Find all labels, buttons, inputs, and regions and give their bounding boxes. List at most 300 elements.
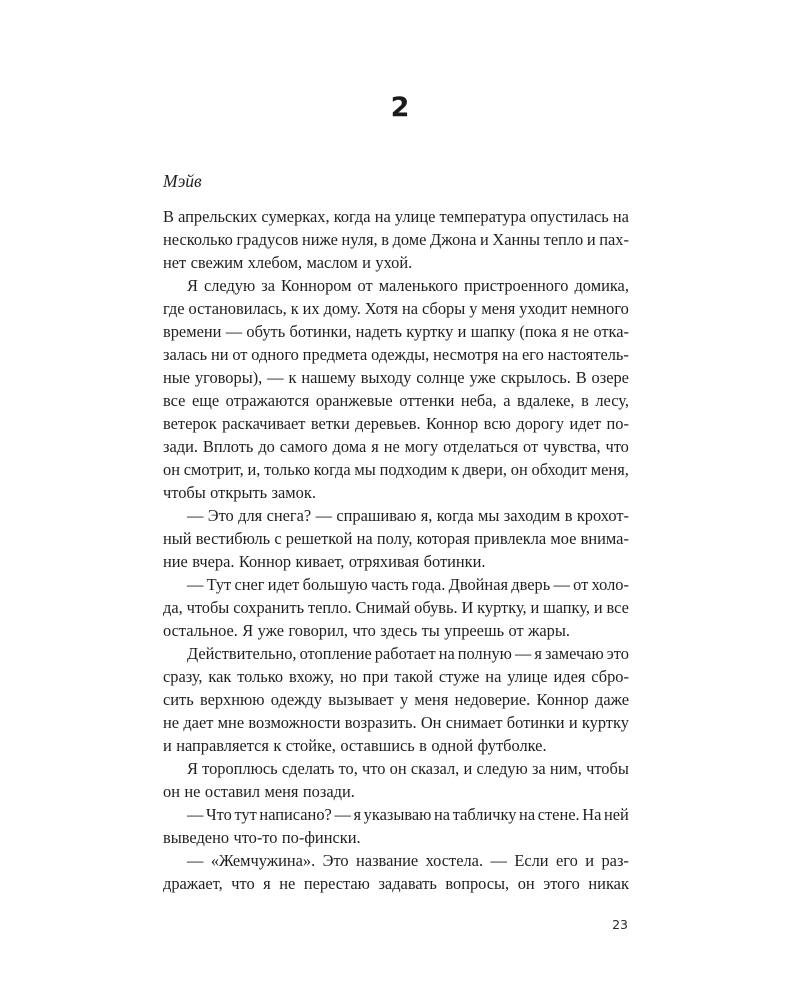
- word: ный: [163, 529, 192, 548]
- word: к: [288, 368, 297, 387]
- word: выведено: [163, 828, 230, 847]
- text-line: [163, 665, 629, 688]
- word: двери,: [462, 460, 508, 479]
- word: указываю: [363, 805, 432, 824]
- word: стойке,: [285, 736, 336, 755]
- word: —: [315, 506, 332, 525]
- word: отражаются: [225, 391, 310, 410]
- text-line: [163, 251, 629, 274]
- word: даже: [595, 690, 629, 709]
- word: и: [530, 598, 540, 617]
- word: Я: [242, 621, 254, 640]
- word: и: [593, 598, 603, 617]
- word: замечаю: [544, 644, 604, 663]
- word: сделать: [281, 759, 335, 778]
- word: снимает: [445, 713, 503, 732]
- word: следую: [476, 759, 528, 778]
- word: Коннор: [426, 414, 479, 433]
- word: Это: [207, 506, 234, 525]
- word: раз-: [601, 851, 629, 870]
- word: оставил: [204, 782, 261, 801]
- word: ни: [210, 345, 229, 364]
- text-line: [163, 642, 629, 665]
- word: Если: [514, 851, 549, 870]
- word: —: [187, 575, 204, 594]
- word: его: [522, 345, 544, 364]
- word: все: [606, 598, 629, 617]
- word: крохот-: [576, 506, 629, 525]
- word: ты: [421, 621, 440, 640]
- word: —: [267, 368, 284, 387]
- word: никак: [588, 874, 629, 893]
- word: одного: [251, 345, 299, 364]
- word: говорил,: [288, 621, 349, 640]
- word: идея: [553, 667, 586, 686]
- word: Он: [420, 713, 442, 732]
- word: от: [523, 437, 539, 456]
- word: в: [564, 506, 573, 525]
- word: название: [356, 851, 419, 870]
- word: я: [371, 437, 379, 456]
- word: Тут: [206, 575, 232, 594]
- word: мое: [550, 529, 577, 548]
- word: когда: [313, 460, 351, 479]
- word: В: [575, 368, 587, 387]
- word: сохранить: [233, 598, 305, 617]
- word: меня: [414, 690, 449, 709]
- word: куртку: [581, 713, 629, 732]
- word: недоверие.: [454, 690, 531, 709]
- word: остальное.: [163, 621, 238, 640]
- word: за: [531, 759, 546, 778]
- word: снег: [234, 575, 265, 594]
- text-line: [163, 205, 629, 228]
- word: на: [356, 529, 373, 548]
- word: как: [208, 667, 232, 686]
- word: Вплоть: [202, 437, 254, 456]
- word: его: [556, 851, 578, 870]
- word: здесь: [380, 621, 418, 640]
- text-line: [163, 481, 629, 504]
- word: градусов: [236, 230, 299, 249]
- word: задавать: [378, 874, 437, 893]
- chapter-number: 2: [390, 92, 410, 123]
- word: уже: [257, 621, 285, 640]
- word: нашему: [301, 368, 356, 387]
- word: пах-: [599, 230, 629, 249]
- word: жары.: [528, 621, 570, 640]
- word: в: [419, 736, 427, 755]
- word: зади.: [163, 437, 198, 456]
- text-line: [163, 274, 629, 297]
- word: меня,: [590, 460, 629, 479]
- word: предмета: [302, 345, 368, 364]
- word: он: [510, 460, 528, 479]
- word: и: [586, 230, 596, 249]
- word: на: [612, 207, 629, 226]
- word: следую: [203, 276, 256, 295]
- word: к: [273, 736, 282, 755]
- word: стене.: [537, 805, 580, 824]
- word: Двойная: [448, 575, 509, 594]
- word: ним,: [549, 759, 582, 778]
- word: то,: [338, 759, 358, 778]
- word: по-: [606, 414, 629, 433]
- word: замок.: [271, 483, 316, 502]
- word: Я: [187, 276, 198, 295]
- word: Это: [322, 851, 349, 870]
- word: у: [399, 690, 409, 709]
- word: отделаться: [443, 437, 519, 456]
- word: несмотря: [433, 345, 499, 364]
- word: настоятель-: [547, 345, 629, 364]
- word: я: [263, 874, 271, 893]
- word: только: [264, 460, 311, 479]
- word: шапку,: [543, 598, 590, 617]
- word: в: [381, 230, 389, 249]
- word: не: [184, 782, 201, 801]
- word: я: [353, 805, 362, 824]
- word: мы: [478, 506, 500, 525]
- word: «Жемчужина».: [210, 851, 316, 870]
- word: по-фински.: [281, 828, 361, 847]
- word: этого: [543, 874, 580, 893]
- word: ней: [604, 805, 629, 824]
- word: чтобы: [586, 759, 629, 778]
- word: на: [485, 667, 502, 686]
- word: в: [581, 391, 589, 410]
- word: сказал,: [410, 759, 460, 778]
- word: работает: [374, 644, 436, 663]
- word: доме: [392, 230, 427, 249]
- word: вопросы,: [445, 874, 510, 893]
- word: дорогу: [516, 414, 565, 433]
- word: несколько: [163, 230, 233, 249]
- word: я: [561, 322, 569, 341]
- word: одежды,: [371, 345, 430, 364]
- word: смотрит,: [183, 460, 244, 479]
- word: обувь.: [414, 598, 458, 617]
- word: кивает,: [295, 552, 345, 571]
- word: при: [362, 667, 389, 686]
- word: немного: [570, 299, 629, 318]
- word: года.: [411, 575, 446, 594]
- word: могу: [404, 437, 439, 456]
- word: —: [514, 644, 532, 663]
- word: на: [502, 345, 519, 364]
- word: Ханны: [492, 230, 541, 249]
- word: Коннором: [281, 276, 352, 295]
- word: не: [279, 874, 296, 893]
- text-line: [163, 596, 629, 619]
- word: вхожу,: [288, 667, 335, 686]
- word: их: [302, 299, 320, 318]
- text-line: [163, 435, 629, 458]
- word: —: [553, 575, 570, 594]
- word: сумерках,: [261, 207, 330, 226]
- word: часть: [370, 575, 409, 594]
- text-line: [163, 872, 629, 895]
- word: когда: [333, 207, 371, 226]
- word: одной: [431, 736, 474, 755]
- word: и,: [247, 460, 261, 479]
- word: позади.: [302, 782, 355, 801]
- text-line: [163, 320, 629, 343]
- word: —: [334, 805, 351, 824]
- text-line: [163, 458, 629, 481]
- word: я: [534, 644, 542, 663]
- word: от: [232, 345, 248, 364]
- word: сразу,: [163, 667, 203, 686]
- word: вызывает: [328, 690, 394, 709]
- word: неба,: [460, 391, 497, 410]
- word: одежду: [270, 690, 322, 709]
- word: от: [357, 276, 373, 295]
- word: вестибюль: [195, 529, 271, 548]
- word: деревьев.: [355, 414, 421, 433]
- word: дому.: [323, 299, 361, 318]
- word: холо-: [591, 575, 629, 594]
- word: шапку: [470, 322, 516, 341]
- word: которая: [416, 529, 470, 548]
- word: Коннор: [536, 690, 589, 709]
- word: Хотя: [364, 299, 399, 318]
- word: что: [352, 621, 376, 640]
- text-line: [163, 366, 629, 389]
- word: он: [517, 874, 535, 893]
- word: куртку,: [477, 598, 527, 617]
- word: все: [163, 391, 186, 410]
- word: упреешь: [444, 621, 505, 640]
- word: чувства,: [543, 437, 601, 456]
- word: апрельских: [178, 207, 258, 226]
- word: меня: [264, 782, 299, 801]
- word: возможности: [248, 713, 341, 732]
- word: выходу: [360, 368, 412, 387]
- word: залась: [163, 345, 208, 364]
- word: Я: [187, 759, 198, 778]
- word: Коннор: [238, 552, 292, 571]
- word: маслом: [306, 253, 358, 272]
- word: ветки: [310, 414, 350, 433]
- text-line: [163, 527, 629, 550]
- text-line: [163, 803, 629, 826]
- word: раскачивает: [222, 414, 306, 433]
- word: и: [457, 322, 467, 341]
- word: Действительно,: [187, 644, 297, 663]
- word: температура: [439, 207, 527, 226]
- word: за: [261, 276, 276, 295]
- word: нуля,: [341, 230, 378, 249]
- text-line: [163, 780, 629, 803]
- word: стуже: [438, 667, 480, 686]
- word: чтобы: [163, 483, 206, 502]
- word: вчера.: [192, 552, 235, 571]
- word: и: [480, 230, 489, 249]
- word: —: [187, 506, 204, 525]
- word: оттенки: [399, 391, 455, 410]
- word: еще: [191, 391, 220, 410]
- narrator-name: Мэйв: [163, 171, 202, 191]
- word: дает: [183, 713, 214, 732]
- word: ботинки.: [423, 552, 486, 571]
- word: ботинки: [506, 713, 565, 732]
- word: он: [389, 759, 407, 778]
- word: что-то: [233, 828, 278, 847]
- word: на: [519, 805, 536, 824]
- word: на: [402, 299, 419, 318]
- word: маленького: [378, 276, 458, 295]
- word: он: [163, 460, 180, 479]
- word: большую: [302, 575, 368, 594]
- word: не: [383, 437, 400, 456]
- word: на: [434, 805, 451, 824]
- word: нет: [163, 253, 187, 272]
- page-number: 23: [612, 917, 628, 932]
- word: к: [450, 460, 459, 479]
- word: только: [237, 667, 284, 686]
- word: —: [187, 805, 204, 824]
- word: сбро-: [591, 667, 629, 686]
- word: тут: [234, 805, 257, 824]
- word: дома: [332, 437, 367, 456]
- text-line: [163, 550, 629, 573]
- word: И: [461, 598, 474, 617]
- word: лесу,: [595, 391, 629, 410]
- word: тепло: [543, 230, 584, 249]
- word: пристроенного: [463, 276, 569, 295]
- word: привлекла: [474, 529, 547, 548]
- word: обуть: [246, 322, 286, 341]
- body-text: [163, 205, 629, 895]
- word: от: [573, 575, 589, 594]
- word: полу,: [376, 529, 413, 548]
- text-line: [163, 619, 629, 642]
- word: остановилась,: [188, 299, 287, 318]
- word: не: [572, 322, 590, 341]
- word: и: [463, 759, 473, 778]
- word: что: [605, 437, 629, 456]
- text-line: [163, 412, 629, 435]
- word: что: [362, 759, 386, 778]
- text-line: [163, 826, 629, 849]
- word: времени: [163, 322, 222, 341]
- word: Джона: [430, 230, 477, 249]
- word: не: [163, 713, 180, 732]
- word: солнце: [416, 368, 465, 387]
- word: к: [290, 299, 299, 318]
- word: на: [374, 207, 391, 226]
- word: а: [503, 391, 511, 410]
- word: отка-: [593, 322, 629, 341]
- word: снега?: [266, 506, 312, 525]
- word: уходит: [519, 299, 568, 318]
- word: когда: [436, 506, 474, 525]
- word: ние: [163, 552, 188, 571]
- word: подходим: [379, 460, 448, 479]
- word: —: [225, 322, 243, 341]
- word: открыть: [210, 483, 268, 502]
- word: тороплюсь: [202, 759, 278, 778]
- word: ниже: [301, 230, 338, 249]
- word: хлебом,: [247, 253, 303, 272]
- word: скрылось.: [500, 368, 571, 387]
- word: —: [187, 851, 204, 870]
- word: да,: [163, 598, 183, 617]
- text-line: [163, 849, 629, 872]
- word: На: [582, 805, 602, 824]
- word: ботинки,: [289, 322, 352, 341]
- word: для: [238, 506, 263, 525]
- word: Снимай: [355, 598, 411, 617]
- word: озере: [591, 368, 629, 387]
- word: решеткой: [285, 529, 353, 548]
- word: отопление: [299, 644, 372, 663]
- word: (пока: [519, 322, 557, 341]
- text-line: [163, 757, 629, 780]
- word: улице: [394, 207, 436, 226]
- word: Что: [206, 805, 232, 824]
- word: табличку: [452, 805, 517, 824]
- word: мне: [217, 713, 245, 732]
- word: надеть: [355, 322, 402, 341]
- word: чтобы: [186, 598, 230, 617]
- word: ухой.: [375, 253, 413, 272]
- word: перестаю: [303, 874, 370, 893]
- word: отряхивая: [348, 552, 420, 571]
- word: дражает,: [163, 874, 223, 893]
- word: уговоры),: [194, 368, 263, 387]
- word: идет: [569, 414, 602, 433]
- word: верхнюю: [199, 690, 265, 709]
- word: заходим: [503, 506, 561, 525]
- text-line: [163, 504, 629, 527]
- word: идет: [267, 575, 300, 594]
- text-line: [163, 389, 629, 412]
- text-line: [163, 573, 629, 596]
- word: такой: [394, 667, 434, 686]
- word: он: [163, 782, 180, 801]
- word: улице: [507, 667, 548, 686]
- word: тепло.: [307, 598, 352, 617]
- word: мы: [354, 460, 376, 479]
- word: футболке.: [477, 736, 547, 755]
- word: у: [469, 299, 478, 318]
- word: оранжевые: [315, 391, 393, 410]
- word: ветерок: [163, 414, 217, 433]
- word: куртку: [406, 322, 454, 341]
- word: и: [362, 253, 371, 272]
- word: сборы: [422, 299, 466, 318]
- word: внима-: [580, 529, 629, 548]
- word: написано?: [259, 805, 332, 824]
- word: опустилась: [530, 207, 609, 226]
- word: на: [438, 644, 455, 663]
- word: обходит: [531, 460, 588, 479]
- word: —: [490, 851, 507, 870]
- word: дверь: [511, 575, 551, 594]
- word: я,: [420, 506, 433, 525]
- word: с: [274, 529, 282, 548]
- text-line: [163, 297, 629, 320]
- text-line: [163, 343, 629, 366]
- word: меня: [481, 299, 516, 318]
- word: до: [258, 437, 275, 456]
- word: оставшись: [340, 736, 415, 755]
- word: В: [163, 207, 174, 226]
- word: направляется: [176, 736, 269, 755]
- word: домика,: [574, 276, 629, 295]
